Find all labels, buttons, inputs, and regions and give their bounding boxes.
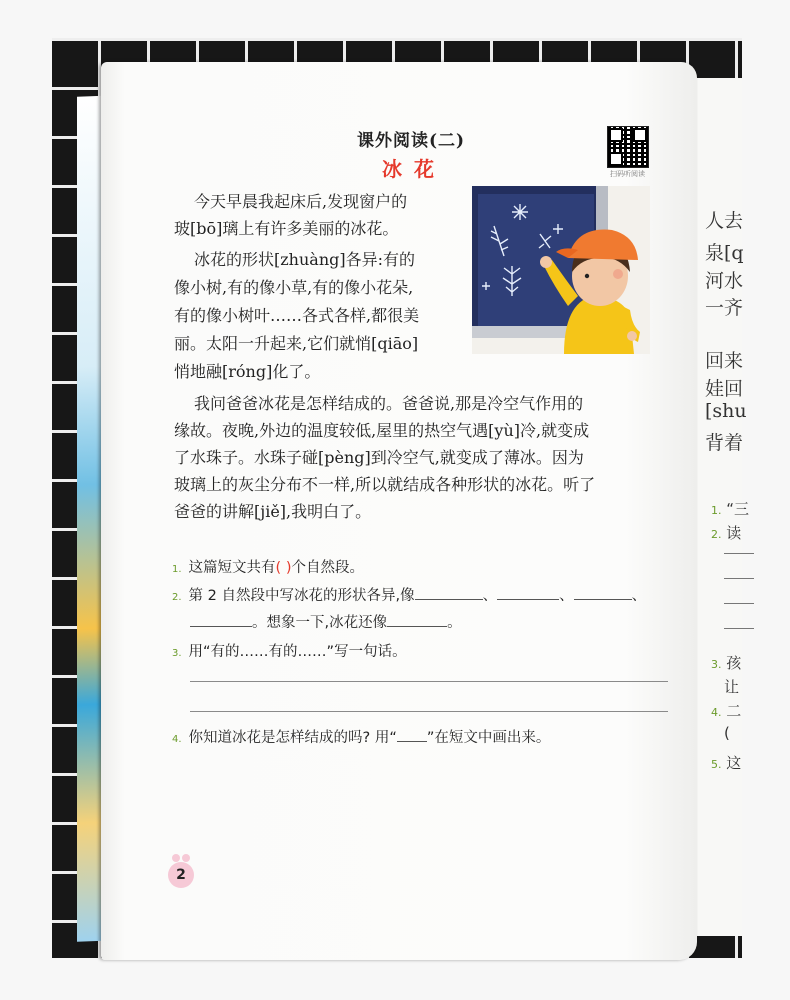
right-page-line: 娃回 bbox=[705, 378, 744, 400]
passage-paragraph-1 bbox=[174, 188, 408, 242]
right-page-question: 4. 二 bbox=[711, 702, 742, 720]
question-2: 2. 第 2 自然段中写冰花的形状各异,像 、 、 、 bbox=[172, 584, 646, 605]
answer-line[interactable] bbox=[190, 711, 668, 712]
right-page-line: 背着 bbox=[705, 432, 744, 454]
question-3: 3. 用“有的……有的……”写一句话。 bbox=[172, 644, 407, 660]
qr-code-icon bbox=[607, 126, 649, 168]
right-page-question: ( bbox=[724, 724, 730, 742]
passage-line: 丽。太阳一升起来,它们就悄[qiāo] bbox=[174, 334, 419, 353]
answer-blank[interactable] bbox=[415, 585, 483, 600]
passage-line: 悄地融[róng]化了。 bbox=[174, 362, 321, 381]
passage-line: 爸爸的讲解[jiě],我明白了。 bbox=[174, 502, 372, 521]
underline-mark bbox=[397, 727, 427, 742]
answer-line bbox=[724, 628, 754, 629]
passage-line: 冰花的形状[zhuàng]各异:有的 bbox=[194, 250, 416, 269]
passage-line: 了水珠子。水珠子碰[pèng]到冷空气,就变成了薄冰。因为 bbox=[174, 448, 584, 467]
right-page-line: [shu bbox=[705, 400, 747, 422]
passage-paragraph-2 bbox=[174, 246, 419, 386]
passage-line: 像小树,有的像小草,有的像小花朵, bbox=[174, 278, 414, 297]
answer-blank[interactable] bbox=[497, 585, 559, 600]
answer-line bbox=[724, 603, 754, 604]
passage-line: 今天早晨我起床后,发现窗户的 bbox=[194, 192, 408, 211]
question-1: 1. 这篇短文共有( )个自然段。 bbox=[172, 560, 364, 576]
passage-paragraph-3 bbox=[174, 390, 595, 525]
question-number: 2. bbox=[172, 592, 182, 603]
question-number: 4. bbox=[172, 734, 182, 745]
answer-line bbox=[724, 578, 754, 579]
right-page-question: 让 bbox=[724, 678, 740, 696]
answer-line[interactable] bbox=[190, 681, 668, 682]
story-title: 冰花 bbox=[382, 157, 446, 181]
answer-line bbox=[724, 553, 754, 554]
passage-line: 玻璃上的灰尘分布不一样,所以就结成各种形状的冰花。听了 bbox=[174, 475, 596, 494]
question-4: 4. 你知道冰花是怎样结成的吗? 用“ ”在短文中画出来。 bbox=[172, 726, 550, 747]
right-page-question: 2. 读 bbox=[711, 524, 742, 542]
boy-at-frosted-window-illustration bbox=[472, 186, 650, 354]
passage-line: 有的像小树叶……各式各样,都很美 bbox=[174, 306, 420, 325]
question-number: 3. bbox=[172, 648, 182, 659]
page-number: 2 bbox=[168, 862, 194, 888]
right-page-line: 一齐 bbox=[705, 297, 744, 319]
right-page-question: 1. “三 bbox=[711, 500, 750, 518]
passage-line: 我问爸爸冰花是怎样结成的。爸爸说,那是冷空气作用的 bbox=[194, 394, 584, 413]
passage-line: 缘故。夜晚,外边的温度较低,屋里的热空气遇[yù]冷,就变成 bbox=[174, 421, 590, 440]
right-page-question: 3. 孩 bbox=[711, 654, 742, 672]
answer-paren[interactable]: ( ) bbox=[275, 560, 292, 576]
answer-blank[interactable] bbox=[574, 585, 632, 600]
right-page-line: 回来 bbox=[705, 350, 744, 372]
question-number: 1. bbox=[172, 564, 182, 575]
passage-line: 玻[bō]璃上有许多美丽的冰花。 bbox=[174, 219, 399, 238]
right-page-line: 河水 bbox=[705, 270, 744, 292]
qr-caption: 扫码听阅读 bbox=[610, 170, 645, 178]
right-page-question: 5. 这 bbox=[711, 754, 742, 772]
right-page-line: 泉[q bbox=[705, 242, 744, 264]
answer-blank[interactable] bbox=[387, 612, 447, 627]
answer-blank[interactable] bbox=[190, 612, 252, 627]
right-page-line: 人去 bbox=[705, 210, 744, 232]
section-title: 课外阅读(二) bbox=[357, 131, 466, 151]
question-2-continued: 。想象一下,冰花还像 。 bbox=[190, 611, 462, 632]
